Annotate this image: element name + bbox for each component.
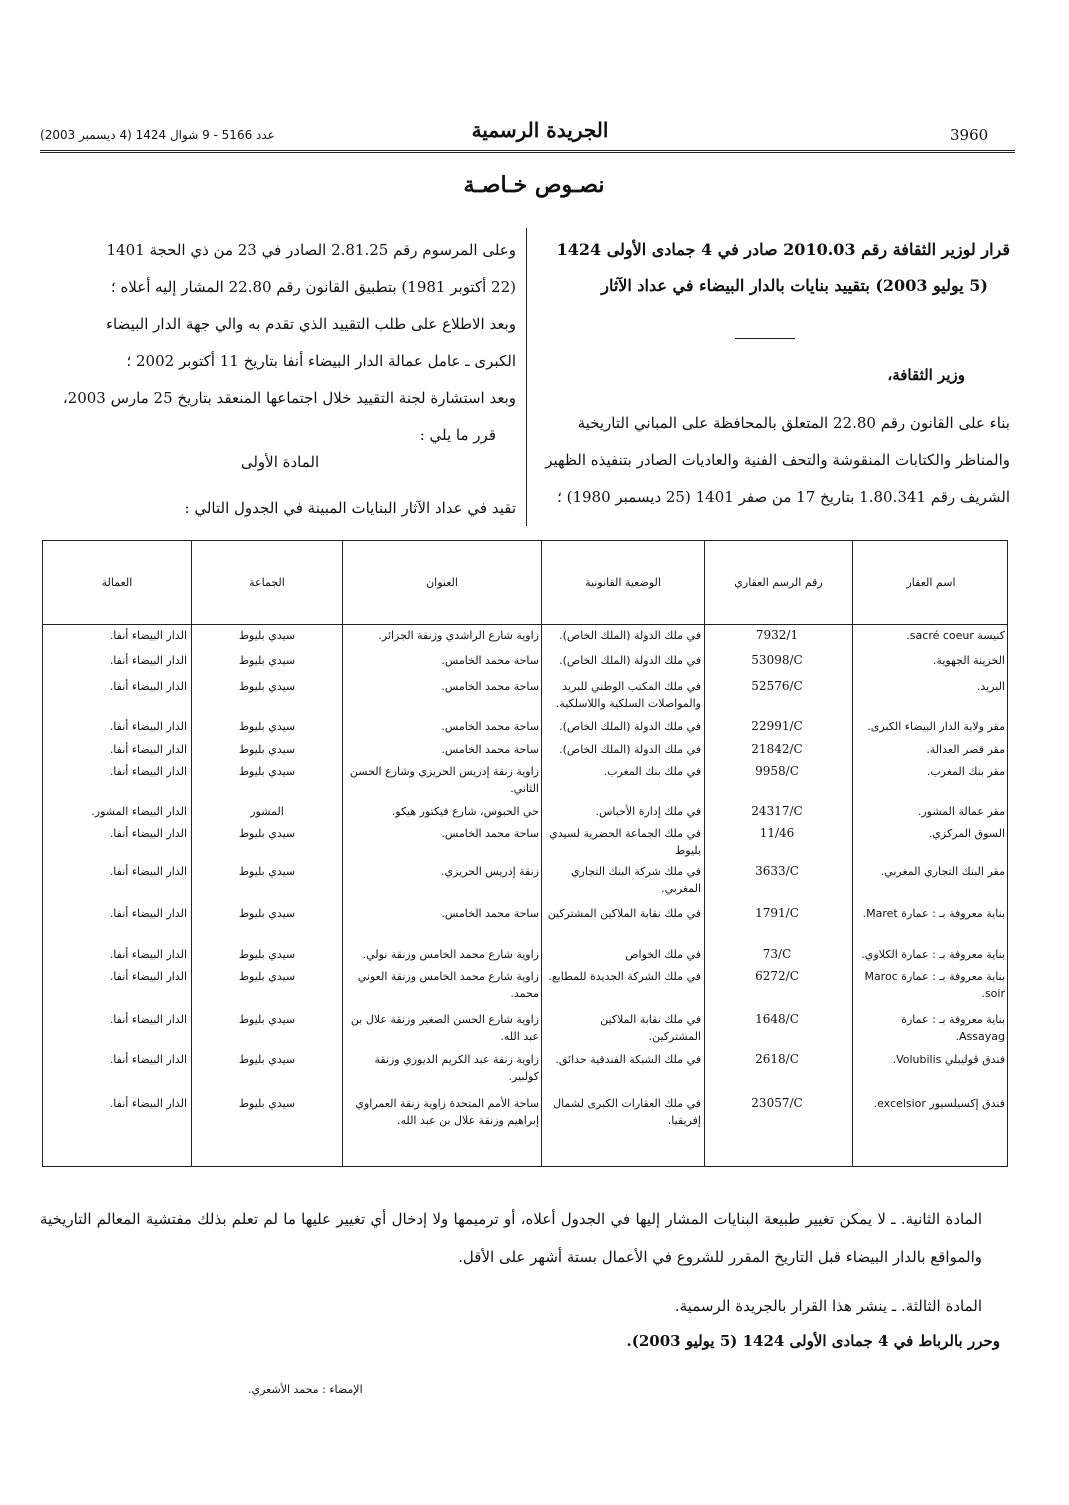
cell-address: زاوية شارع محمد الخامس وزنقة العوني محمد. <box>357 970 539 1000</box>
cell-title: 52576/C <box>751 679 803 693</box>
decision-title <box>540 232 1010 304</box>
cell-title: 21842/C <box>751 742 803 756</box>
preamble-right <box>540 405 1010 516</box>
cell-prefecture: الدار البيضاء أنفا. <box>109 907 187 920</box>
cell-title: 22991/C <box>751 719 803 733</box>
header-name: اسم العقار <box>906 576 956 589</box>
cell-address: ساحة الأمم المتحدة زاوية زنقة العمراوي إبراهيم وزنقة علال بن عبد الله. <box>355 1097 539 1127</box>
preamble-line: وعلى المرسوم رقم 2.81.25 الصادر في 23 من ذي الحجة 1401 <box>106 241 516 259</box>
cell-prefecture: الدار البيضاء أنفا. <box>109 865 187 878</box>
preamble-line: والمناظر والكتابات المنقوشة والتحف الفنية والعاديات الصادر بتنفيذه الظهير <box>545 451 1010 469</box>
cell-name: فندق ڤوليبلي Volubilis. <box>892 1053 1005 1066</box>
article1-text: تقيد في عداد الآثار البنايات المبينة في الجدول التالي : <box>184 499 516 517</box>
cell-address: زاوية زنقة إدريس الحريزي وشارع الحسن الثاني. <box>349 765 539 795</box>
cell-title: 9958/C <box>755 764 799 778</box>
minister-label: وزير الثقافة، <box>887 366 965 384</box>
cell-status: في ملك نقابة الملاكين المشتركين <box>547 907 701 920</box>
cell-address: زاوية زنقة عبد الكريم الديوري وزنقة كولبير. <box>374 1053 539 1083</box>
cell-commune: سيدي بليوط <box>238 680 296 693</box>
article2-text: المادة الثانية. ـ لا يمكن تغيير طبيعة البنايات المشار إليها في الجدول أعلاه، أو ترميمها ولا إدخال أي تغيير عليها ما لم تعلم بذلك مفتشية المعالم التاريخية والمواقع بالدار البيضاء قبل التاريخ المقرر للشروع في الأعمال بستة أشهر على الأقل. <box>40 1210 982 1266</box>
cell-prefecture: الدار البيضاء أنفا. <box>109 680 187 693</box>
cell-name: كنيسة sacré coeur. <box>906 629 1005 642</box>
preamble-line: الشريف رقم 1.80.341 بتاريخ 17 من صفر 1401 (25 ديسمبر 1980) ؛ <box>557 488 1010 506</box>
cell-name: مقر ولاية الدار البيضاء الكبرى. <box>867 720 1005 733</box>
cell-prefecture: الدار البيضاء أنفا. <box>109 1013 187 1026</box>
cell-status: في ملك الدولة (الملك الخاص). <box>559 629 701 642</box>
cell-title: 2618/C <box>755 1052 799 1066</box>
cell-name: مقر البنك التجاري المغربي. <box>880 865 1005 878</box>
cell-commune: سيدي بليوط <box>238 720 296 733</box>
cell-prefecture: الدار البيضاء أنفا. <box>109 765 187 778</box>
cell-title: 1648/C <box>755 1012 799 1026</box>
cell-commune: سيدي بليوط <box>238 907 296 920</box>
header-address: العنوان <box>426 576 458 589</box>
cell-commune: سيدي بليوط <box>238 827 296 840</box>
col-divider <box>342 541 343 1166</box>
cell-prefecture: الدار البيضاء أنفا. <box>109 743 187 756</box>
journal-title: الجريدة الرسمية <box>471 118 609 142</box>
cell-status: في ملك المكتب الوطني للبريد والمواصلات السلكية واللاسلكية. <box>555 680 701 710</box>
cell-status: في ملك العقارات الكبرى لشمال إفريقيا. <box>553 1097 701 1127</box>
cell-title: 6272/C <box>755 969 799 983</box>
header-prefecture: العمالة <box>101 576 133 589</box>
cell-commune: سيدي بليوط <box>238 654 296 667</box>
cell-status: في ملك بنك المغرب. <box>603 765 701 778</box>
cell-prefecture: الدار البيضاء أنفا. <box>109 1053 187 1066</box>
cell-prefecture: الدار البيضاء المشور. <box>91 805 187 818</box>
cell-address: ساحة محمد الخامس. <box>441 720 539 733</box>
cell-title: 23057/C <box>751 1096 803 1110</box>
cell-prefecture: الدار البيضاء أنفا. <box>109 720 187 733</box>
cell-address: ساحة محمد الخامس. <box>441 827 539 840</box>
cell-title: 1791/C <box>755 906 799 920</box>
cell-commune: سيدي بليوط <box>238 1013 296 1026</box>
cell-title: 3633/C <box>755 864 799 878</box>
header-legal-status: الوضعية القانونية <box>585 576 661 589</box>
cell-title: 11/46 <box>759 826 795 840</box>
cell-address: حي الحبوس، شارع فيكتور هيكو. <box>391 805 539 818</box>
cell-status: في ملك الشبكة الفندقية حدائق. <box>555 1053 701 1066</box>
cell-name: بناية معروفة بـ : عمارة الكلاوي. <box>861 948 1005 961</box>
cell-commune: المشور <box>250 805 284 818</box>
cell-status: في ملك الجماعة الحضرية لسيدي بليوط <box>549 827 701 857</box>
signature: الإمضاء : محمد الأشعري. <box>248 1383 363 1396</box>
cell-commune: سيدي بليوط <box>238 1097 296 1110</box>
cell-name: بناية معروفة بـ : عمارة Maret. <box>862 907 1005 920</box>
preamble-line: بناء على القانون رقم 22.80 المتعلق بالمحافظة على المباني التاريخية <box>577 414 1010 432</box>
cell-commune: سيدي بليوط <box>238 865 296 878</box>
decides-label: قرر ما يلي : <box>419 426 496 444</box>
cell-name: السوق المركزي. <box>928 827 1005 840</box>
header-title-number: رقم الرسم العقاري <box>734 576 823 589</box>
preamble-line: وبعد استشارة لجنة التقييد خلال اجتماعها المنعقد بتاريخ 25 مارس 2003، <box>62 389 516 407</box>
col-divider <box>541 541 542 1166</box>
page-number: 3960 <box>950 126 989 144</box>
cell-commune: سيدي بليوط <box>238 970 296 983</box>
cell-prefecture: الدار البيضاء أنفا. <box>109 970 187 983</box>
section-title: نصـوص خـاصـة <box>463 172 605 198</box>
cell-prefecture: الدار البيضاء أنفا. <box>109 1097 187 1110</box>
cell-status: في ملك الدولة (الملك الخاص). <box>559 743 701 756</box>
cell-address: زاوية شارع الراشدي وزنقة الجزائر. <box>378 629 539 642</box>
article1-title: المادة الأولى <box>240 453 320 471</box>
cell-commune: سيدي بليوط <box>238 1053 296 1066</box>
cell-commune: سيدي بليوط <box>238 629 296 642</box>
done-at: وحرر بالرباط في 4 جمادى الأولى 1424 (5 يوليو 2003). <box>626 1332 1000 1350</box>
cell-name: مقر بنك المغرب. <box>926 765 1005 778</box>
decision-title-line: (5 يوليو 2003) بتقييد بنايات بالدار البيضاء في عداد الآثار <box>601 276 988 295</box>
col-divider <box>191 541 192 1166</box>
cell-name: بناية معروفة بـ : عمارة Assayag. <box>901 1013 1005 1043</box>
col-divider <box>704 541 705 1166</box>
cell-status: في ملك شركة البنك التجاري المغربي. <box>570 865 701 895</box>
header-divider <box>43 624 1007 625</box>
cell-commune: سيدي بليوط <box>238 743 296 756</box>
cell-name: بناية معروفة بـ : عمارة Maroc soir. <box>864 970 1005 1000</box>
cell-prefecture: الدار البيضاء أنفا. <box>109 629 187 642</box>
article3-text: المادة الثالثة. ـ ينشر هذا القرار بالجريدة الرسمية. <box>674 1297 982 1315</box>
cell-name: البريد. <box>976 680 1005 693</box>
cell-address: زنقة إدريس الحريزي. <box>441 865 539 878</box>
cell-title: 73/C <box>762 947 792 961</box>
cell-prefecture: الدار البيضاء أنفا. <box>109 654 187 667</box>
cell-address: زاوية شارع محمد الخامس وزنقة نولي. <box>362 948 539 961</box>
cell-commune: سيدي بليوط <box>238 948 296 961</box>
column-divider <box>526 228 527 526</box>
cell-status: في ملك نقابة الملاكين المشتركين. <box>600 1013 701 1043</box>
cell-prefecture: الدار البيضاء أنفا. <box>109 827 187 840</box>
preamble-line: الكبرى ـ عامل عمالة الدار البيضاء أنفا بتاريخ 11 أكتوبر 2002 ؛ <box>126 352 516 370</box>
title-separator <box>735 338 795 339</box>
cell-title: 24317/C <box>751 804 803 818</box>
cell-address: ساحة محمد الخامس. <box>441 743 539 756</box>
cell-address: ساحة محمد الخامس. <box>441 654 539 667</box>
cell-status: في ملك الشركة الجديدة للمطابع. <box>548 970 701 983</box>
header-rule <box>40 150 1015 153</box>
cell-address: ساحة محمد الخامس. <box>441 907 539 920</box>
issue-info: عدد 5166 - 9 شوال 1424 (4 ديسمبر 2003) <box>40 128 275 142</box>
cell-title: 53098/C <box>751 653 803 667</box>
cell-status: في ملك الدولة (الملك الخاص). <box>559 654 701 667</box>
cell-name: فندق إكسيلسيور excelsior. <box>873 1097 1005 1110</box>
preamble-line: (22 أكتوبر 1981) بتطبيق القانون رقم 22.80 المشار إليه أعلاه ؛ <box>110 278 516 296</box>
cell-address: زاوية شارع الحسن الصغير وزنقة علال بن عبد الله. <box>350 1013 539 1043</box>
preamble-left <box>38 232 516 454</box>
header-commune: الجماعة <box>249 576 285 589</box>
cell-name: الخزينة الجهوية. <box>932 654 1005 667</box>
buildings-table <box>42 540 1008 1167</box>
cell-title: 7932/1 <box>755 628 799 642</box>
cell-prefecture: الدار البيضاء أنفا. <box>109 948 187 961</box>
col-divider <box>852 541 853 1166</box>
cell-commune: سيدي بليوط <box>238 765 296 778</box>
cell-status: في ملك الخواص <box>625 948 701 961</box>
cell-status: في ملك الدولة (الملك الخاص). <box>559 720 701 733</box>
decision-title-line: قرار لوزير الثقافة رقم 2010.03 صادر في 4 جمادى الأولى 1424 <box>556 240 1010 259</box>
cell-status: في ملك إدارة الأحباس. <box>595 805 701 818</box>
cell-name: مقر قصر العدالة. <box>926 743 1005 756</box>
cell-name: مقر عمالة المشور. <box>917 805 1005 818</box>
preamble-line: وبعد الاطلاع على طلب التقييد الذي تقدم به والي جهة الدار البيضاء <box>105 315 516 333</box>
cell-address: ساحة محمد الخامس. <box>441 680 539 693</box>
